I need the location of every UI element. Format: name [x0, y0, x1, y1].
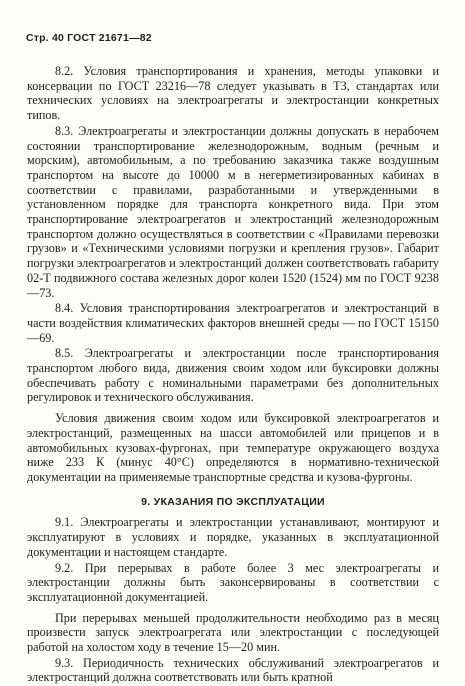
paragraph-8-5-continued: Условия движения своим ходом или буксировкой электроагрегатов и электростанций, размещенных на шасси автомобилей или прицепов и в автомобильных кузовах-фургонах, при температуре окружающего воздуха ниже 233 К (минус 40°С) определяются в нормативно-технической документации на применяемые транспортные средства и кузова-фургоны. — [27, 411, 439, 484]
paragraph-8-4: 8.4. Условия транспортирования электроагрегатов и электростанций в части воздействия климатических факторов внешней среды — по ГОСТ 15150—69. — [27, 301, 439, 345]
paragraph-9-3: 9.3. Периодичность технических обслуживаний электроагрегатов и электростанций должна соответствовать или быть кратной — [27, 655, 439, 685]
paragraph-8-3: 8.3. Электроагрегаты и электростанции должны допускать в нерабочем состоянии транспортирование железнодорожным, водным (речным и морским), автомобильным, а по требованию заказчика также воздушным транспортом на высоте до 10000 м в негерметизированных кабинах в соответствии с правилами, разработанными и утвержденными в установленном порядке для транспорта конкретного вида. При этом транспортирование электроагрегатов и электростанций железнодорожным транспортом должно осуществляться в соответствии с «Правилами перевозки грузов» и «Техническими условиями погрузки и крепления грузов». Габарит погрузки электроагрегатов и электростанций должен соответствовать габариту 02-Т подвижного состава железных дорог колеи 1520 (1524) мм по ГОСТ 9238—73. — [27, 123, 439, 300]
running-head: Стр. 40 ГОСТ 21671—82 — [26, 32, 152, 44]
paragraph-9-2: 9.2. При перерывах в работе более 3 мес электроагрегаты и электростанции должны быть законсервированы в соответствии с эксплуатационной документацией. — [27, 560, 439, 604]
paragraph-9-1: 9.1. Электроагрегаты и электростанции устанавливают, монтируют и эксплуатируют в условиях и порядке, указанных в эксплуатационной документации и настоящем стандарте. — [27, 515, 439, 559]
section-heading-9: 9. УКАЗАНИЯ ПО ЭКСПЛУАТАЦИИ — [141, 495, 325, 508]
document-body — [27, 64, 439, 686]
paragraph-9-2-continued: При перерывах меньшей продолжительности необходимо раз в месяц произвести запуск электроагрегата или электростанции с последующей работой на холостом ходу в течение 15—20 мин. — [27, 610, 439, 655]
paragraph-8-5: 8.5. Электроагрегаты и электростанции после транспортирования транспортом любого вида, движения своим ходом или буксировки должны обеспечивать работу с номинальными параметрами без дополнительных регулировок и технического обслуживания. — [27, 346, 439, 405]
paragraph-8-2: 8.2. Условия транспортирования и хранения, методы упаковки и консервации по ГОСТ 23216—78 следует указывать в ТЗ, стандартах или технических условиях на электроагрегаты и электростанции конкретных типов. — [27, 64, 439, 123]
